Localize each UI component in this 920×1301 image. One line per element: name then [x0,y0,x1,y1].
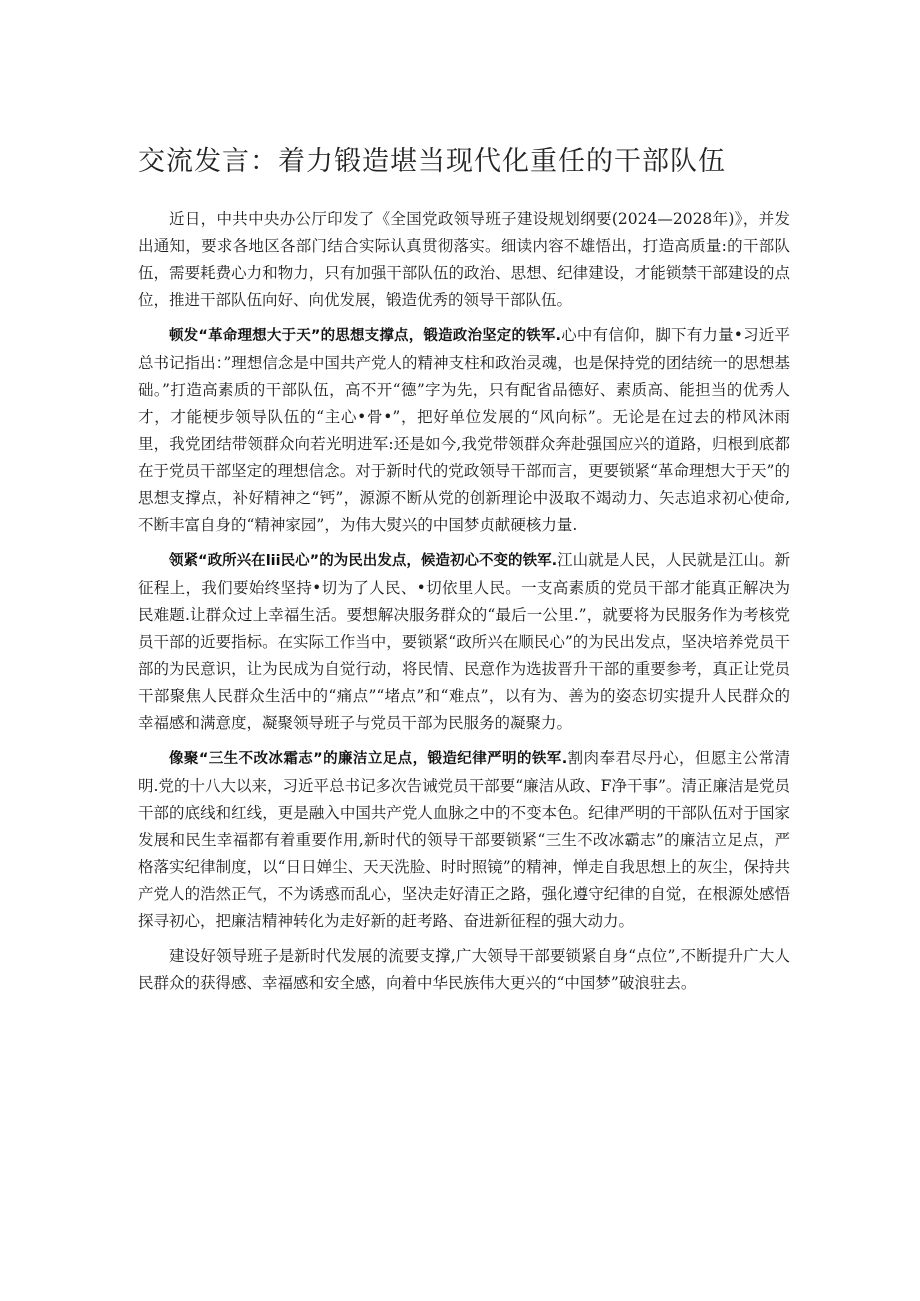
document-title: 交流发言：着力锻造堪当现代化重任的干部队伍 [138,146,726,177]
paragraph-text: 近日，中共中央办公厅印发了《全国党政领导班子建设规划纲要(2024—2028年)》，并发出通知，要求各地区各部门结合实际认真贯彻落实。细读内容不雄悟出，打造高质量:的干部队伍，需要耗费心力和物力，只有加强干部队伍的政治、思想、纪律建设，才能锁禁干部建设的点位，推进干部队伍向好、向优发展，锻造优秀的领导干部队伍。 [138,210,790,309]
paragraph-conclusion [138,943,790,997]
paragraph-lead-heading: 像聚“三生不改冰霜志”的廉洁立足点，锻造纪律严明的铁军. [169,751,568,767]
paragraph-text: 心中有信仰，脚下有力量•习近平总书记指出：”理想信念是中国共产党人的精神支柱和政治灵魂，也是保持党的团结统一的思想基础。”打造高素质的干部队伍，高不开“德”字为先，只有配省品德好、素质高、能担当的优秀人才，才能梗步领导队伍的“主心•骨•”，把好单位发展的“风向标”。无论是在过去的栉风沐雨里，我党团结带领群众向若光明进军:还是如今,我党带领群众奔赴强国应兴的道路，归根到底都在于党员干部坚定的理想信念。对于新时代的党政领导干部而言，更要锁紧“革命理想大于天”的思想支撑点，补好精神之“钙”，源源不断从党的创新理论中汲取不竭动力、矢志追求初心使命,不断丰富自身的“精神家园”，为伟大熨兴的中国梦贞献硬核力量. [138,326,790,534]
paragraph-intro [138,206,790,314]
paragraph-integrity [138,745,790,935]
paragraph-ideals [138,322,790,539]
paragraph-people [138,547,790,737]
paragraph-text: 江山就是人民，人民就是江山。新征程上，我们要始终坚持•切为了人民、•切依里人民。一支高素质的党员干部才能真正解决为民难题.让群众过上幸福生活。要想解决服务群众的“最后一公里.”，就要将为民服务作为考核党员干部的近要指标。在实际工作当中，要锁紧“政所兴在顺民心”的为民出发点，坚决培养党员干部的为民意识，让为民成为自觉行动，将民情、民意作为选拔晋升干部的重要参考，真正让党员干部聚焦人民群众生活中的“痛点”“堵点”和“难点”，以有为、善为的姿态切实提升人民群众的幸福感和满意度，凝聚领导班子与党员干部为民服务的凝聚力。 [138,551,790,732]
paragraph-text: 建设好领导班子是新时代发展的流要支撑,广大领导干部要锁紧自身“点位”,不断提升广大人民群众的获得感、幸福感和安全感，向着中华民族伟大更兴的“中国梦”破浪驻去。 [138,947,790,992]
document-page [138,140,790,1005]
paragraph-lead-heading: 顿发“革命理想大于天”的思想支撑点，锻造政治坚定的铁军. [169,328,562,344]
paragraph-lead-heading: 领紧“政所兴在lii民心”的为民出发点，候造初心不变的铁军. [169,553,558,569]
paragraph-text: 割肉奉君尽丹心，但愿主公常清明.党的十八大以来，习近平总书记多次告诫党员干部要“廉洁从政、F净干事”。清正廉洁是党员干部的底线和红线，更是融入中国共产党人血脉之中的不变本色。纪律严明的干部队伍对于国家发展和民生幸福都有着重要作用,新时代的领导干部要锁紧“三生不改冰霸志”的廉洁立足点，严格落实纪律制度，以“日日婵尘、天天洗脸、时时照镜”的精神，惮走自我思想上的灰尘，保持共产党人的浩然正气，不为诱惑而乱心，坚决走好清正之路，强化遵守纪律的自觉，在根源处感悟探寻初心，把廉洁精神转化为走好新的赶考路、奋进新征程的强大动力。 [138,749,790,930]
